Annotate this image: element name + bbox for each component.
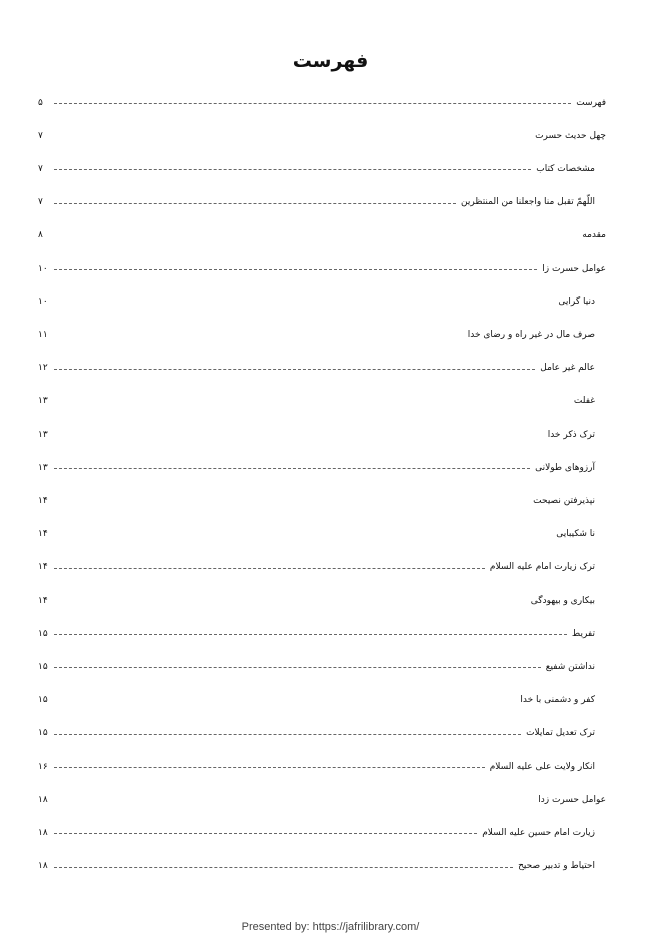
dot-leader: [54, 667, 541, 668]
toc-entry-label: عوامل حسرت زدا: [538, 794, 606, 805]
dot-leader: [54, 269, 537, 270]
toc-entry-page-number: ۱۵: [38, 628, 48, 639]
toc-entry[interactable]: [38, 352, 598, 385]
toc-entry-label: آرزوهای طولانی: [535, 462, 595, 473]
toc-entry[interactable]: [38, 152, 598, 185]
dot-leader: [54, 169, 531, 170]
toc-entry-page-number: ۱۴: [38, 529, 48, 540]
toc-entry-label: دنیا گرایی: [558, 296, 595, 307]
toc-entry[interactable]: [38, 385, 598, 418]
footer-credit: Presented by: https://jafrilibrary.com/: [241, 921, 420, 933]
dot-leader: [54, 833, 477, 834]
toc-entry-page-number: ۱۳: [38, 429, 48, 440]
toc-entry[interactable]: [38, 451, 598, 484]
dot-leader: [54, 867, 513, 868]
toc-entry-page-number: ۱۸: [38, 794, 48, 805]
dot-leader: [54, 369, 535, 370]
dot-leader: [54, 634, 567, 635]
toc-entry[interactable]: [38, 186, 598, 219]
toc-entry[interactable]: [38, 617, 598, 650]
toc-entry-page-number: ۱۶: [38, 761, 48, 772]
toc-entry-label: نا شکیبایی: [556, 529, 595, 540]
toc-entry-label: غفلت: [573, 396, 595, 407]
toc-entry-label: عوامل حسرت زا: [542, 263, 606, 274]
toc-entry[interactable]: [38, 318, 598, 351]
toc-entry-label: مقدمه: [582, 230, 606, 241]
toc-entry-page-number: ۱۸: [38, 827, 48, 838]
dot-leader: [54, 734, 521, 735]
toc-entry-label: نپذیرفتن نصیحت: [533, 495, 595, 506]
toc-entry-label: نداشتن شفیع: [545, 661, 595, 672]
toc-entry-page-number: ۸: [38, 230, 43, 241]
toc-entry[interactable]: [38, 684, 598, 717]
toc-entry-page-number: ۱۱: [38, 329, 48, 340]
toc-entry-page-number: ۱۴: [38, 595, 48, 606]
toc-entry[interactable]: [38, 418, 598, 451]
toc-entry-page-number: ۱۴: [38, 562, 48, 573]
toc-entry[interactable]: [38, 850, 598, 883]
dot-leader: [54, 468, 530, 469]
toc-entry-label: کفر و دشمنی با خدا: [520, 695, 595, 706]
toc-entry[interactable]: [38, 484, 598, 517]
dot-leader: [54, 103, 571, 104]
toc-entry-label: چهل حدیث حسرت: [535, 130, 606, 141]
toc-entry-page-number: ۷: [38, 163, 43, 174]
toc-entry[interactable]: [38, 650, 598, 683]
toc-entry[interactable]: [38, 518, 598, 551]
toc-entry-label: مشخصات کتاب: [536, 163, 595, 174]
toc-entry-page-number: ۱۵: [38, 728, 48, 739]
toc-entry-page-number: ۱۵: [38, 695, 48, 706]
toc-entry-page-number: ۱۰: [38, 296, 48, 307]
toc-entry[interactable]: [38, 219, 609, 252]
toc-entry-page-number: ۱۳: [38, 396, 48, 407]
toc-entry-label: تفریط: [571, 628, 595, 639]
toc-entry-page-number: ۱۵: [38, 661, 48, 672]
toc-entry-label: اللّهمّ تقبل منا واجعلنا من المنتظرین: [461, 197, 595, 208]
toc-entry[interactable]: [38, 86, 609, 119]
toc-entry[interactable]: [38, 119, 609, 152]
toc-entry[interactable]: [38, 285, 598, 318]
toc-entry-label: عالم غیر عامل: [540, 363, 595, 374]
toc-entry-label: صرف مال در غیر راه و رضای خدا: [467, 329, 595, 340]
toc-entry-page-number: ۱۲: [38, 363, 48, 374]
toc-entry-page-number: ۱۰: [38, 263, 48, 274]
toc-entry-label: انکار ولایت علی علیه السلام: [489, 761, 595, 772]
toc-entry-page-number: ۱۸: [38, 861, 48, 872]
toc-entry-label: ترک تعدیل تمایلات: [526, 728, 595, 739]
toc-entry[interactable]: [38, 717, 598, 750]
toc-entry-label: فهرست: [576, 97, 606, 108]
toc-entry[interactable]: [38, 584, 598, 617]
toc-entry[interactable]: [38, 252, 609, 285]
toc-entry-label: احتیاط و تدبیر صحیح: [518, 861, 595, 872]
dot-leader: [54, 767, 485, 768]
toc-entry-page-number: ۵: [38, 97, 43, 108]
page-title: فهرست: [292, 50, 369, 72]
toc-entry-page-number: ۱۳: [38, 462, 48, 473]
toc-entry-label: بیکاری و بیهودگی: [530, 595, 595, 606]
toc-entry[interactable]: [38, 816, 598, 849]
dot-leader: [54, 203, 456, 204]
toc-entry-label: زیارت امام حسین علیه السلام: [482, 827, 595, 838]
toc-entry-label: ترک زیارت امام علیه السلام: [489, 562, 595, 573]
toc-entry-label: ترک ذکر خدا: [547, 429, 595, 440]
toc-entry-page-number: ۱۴: [38, 495, 48, 506]
dot-leader: [54, 568, 485, 569]
toc-entry[interactable]: [38, 783, 609, 816]
toc-entry-page-number: ۷: [38, 197, 43, 208]
toc-entry[interactable]: [38, 551, 598, 584]
toc-entry-page-number: ۷: [38, 130, 43, 141]
toc-entry[interactable]: [38, 750, 598, 783]
